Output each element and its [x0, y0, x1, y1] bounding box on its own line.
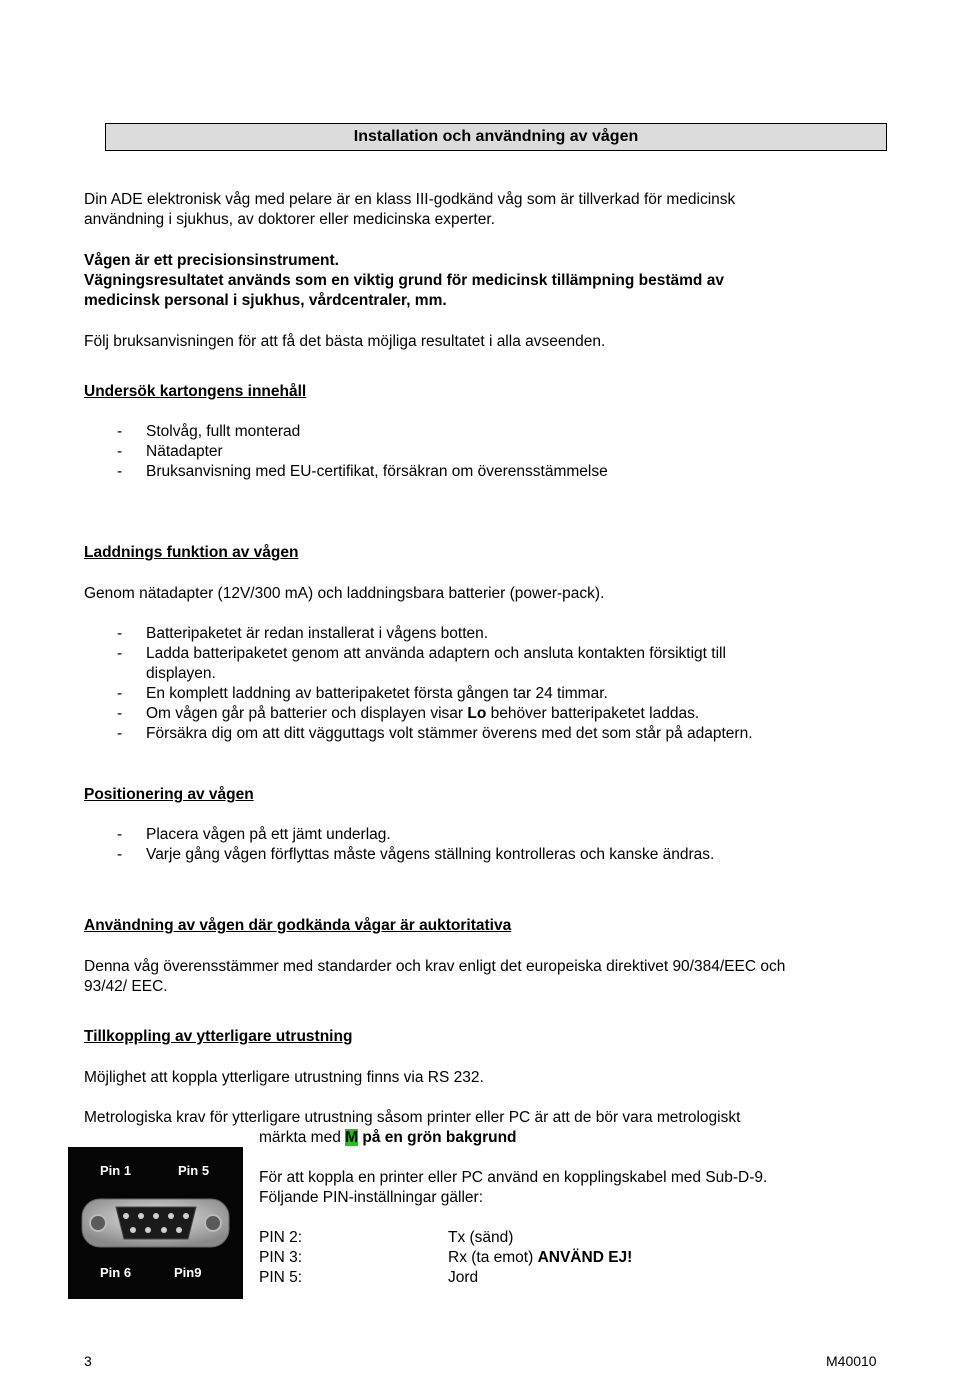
bullet-dash: -: [117, 443, 123, 460]
pin-label: PIN 3:: [259, 1249, 303, 1266]
connect-line-2: Följande PIN-inställningar gäller:: [259, 1189, 484, 1206]
sub-d9-connector-photo: [68, 1147, 243, 1299]
connector-label-pin9: Pin9: [174, 1265, 202, 1280]
connector-label-pin6: Pin 6: [100, 1265, 132, 1280]
precision-line-1: Vågen är ett precisionsinstrument.: [84, 252, 339, 269]
bullet-dash: -: [117, 725, 123, 742]
bullet-dash: -: [117, 463, 123, 480]
pin-description: Jord: [448, 1269, 479, 1286]
bullet-dash: -: [117, 685, 123, 702]
pin-warning: ANVÄND EJ!: [537, 1249, 633, 1266]
lo-indicator: Lo: [467, 705, 487, 722]
bullet-dash: -: [117, 423, 123, 440]
marked-pre: märkta med: [259, 1129, 346, 1146]
list-item: [146, 704, 699, 724]
list-item: Bruksanvisning med EU-certifikat, försäkran om överensstämmelse: [146, 463, 608, 480]
pin-description: Tx (sänd): [448, 1229, 514, 1246]
page-title: Installation och användning av vågen: [105, 123, 887, 151]
list-item: Placera vågen på ett jämt underlag.: [146, 826, 391, 843]
connect-line-1: För att koppla en printer eller PC använd en kopplingskabel med Sub-D-9.: [259, 1169, 768, 1186]
intro-line-2: användning i sjukhus, av doktorer eller medicinska experter.: [84, 211, 495, 228]
connector-label-pin5: Pin 5: [178, 1163, 210, 1178]
metrology-marking: [259, 1128, 517, 1148]
usage-line-2: 93/42/ EEC.: [84, 978, 168, 995]
pin-desc-text: Rx (ta emot): [448, 1249, 538, 1266]
marked-post: på en grön bakgrund: [358, 1129, 517, 1146]
list-item: Nätadapter: [146, 443, 223, 460]
equipment-text-1: Möjlighet att koppla ytterligare utrustning finns via RS 232.: [84, 1069, 484, 1086]
pin-label: PIN 2:: [259, 1229, 303, 1246]
bullet-dash: -: [117, 645, 123, 662]
list-item: Försäkra dig om att ditt vägguttags volt stämmer överens med det som står på adaptern.: [146, 725, 753, 742]
equipment-text-2: Metrologiska krav för ytterligare utrustning såsom printer eller PC är att de bör vara metrologiskt: [84, 1109, 741, 1126]
lo-item-pre: Om vågen går på batterier och displayen visar: [146, 705, 468, 722]
bullet-dash: -: [117, 846, 123, 863]
bullet-dash: -: [117, 705, 123, 722]
usage-heading: Användning av vågen där godkända vågar är auktoritativa: [84, 917, 512, 934]
pin-description: [448, 1248, 632, 1268]
document-code: M40010: [826, 1353, 877, 1369]
list-item: Varje gång vågen förflyttas måste vågens ställning kontrolleras och kanske ändras.: [146, 846, 715, 863]
usage-line-1: Denna våg överensstämmer med standarder och krav enligt det europeiska direktivet 90/384/EEC och: [84, 958, 786, 975]
pin-label: PIN 5:: [259, 1269, 303, 1286]
connector-label-pin1: Pin 1: [100, 1163, 132, 1178]
bullet-dash: -: [117, 826, 123, 843]
precision-line-3: medicinsk personal i sjukhus, vårdcentraler, mm.: [84, 292, 447, 309]
contents-heading: Undersök kartongens innehåll: [84, 383, 307, 400]
bullet-dash: -: [117, 625, 123, 642]
positioning-heading: Positionering av vågen: [84, 786, 254, 803]
charging-text: Genom nätadapter (12V/300 mA) och laddningsbara batterier (power-pack).: [84, 585, 605, 602]
connector-icon: [68, 1147, 243, 1299]
page-number: 3: [84, 1353, 92, 1369]
equipment-heading: Tillkoppling av ytterligare utrustning: [84, 1028, 353, 1045]
list-item-continuation: displayen.: [146, 665, 216, 682]
follow-text: Följ bruksanvisningen för att få det bästa möjliga resultatet i alla avseenden.: [84, 333, 606, 350]
list-item: En komplett laddning av batteripaketet första gången tar 24 timmar.: [146, 685, 608, 702]
metrology-m-mark: M: [345, 1129, 359, 1146]
list-item: Stolvåg, fullt monterad: [146, 423, 301, 440]
lo-item-post: behöver batteripaketet laddas.: [486, 705, 700, 722]
intro-line-1: Din ADE elektronisk våg med pelare är en klass III-godkänd våg som är tillverkad för medicinsk: [84, 191, 736, 208]
list-item: Batteripaketet är redan installerat i vågens botten.: [146, 625, 489, 642]
charging-heading: Laddnings funktion av vågen: [84, 544, 299, 561]
list-item: Ladda batteripaketet genom att använda adaptern och ansluta kontakten försiktigt till: [146, 645, 726, 662]
precision-line-2: Vägningsresultatet används som en viktig grund för medicinsk tillämpning bestämd av: [84, 272, 724, 289]
